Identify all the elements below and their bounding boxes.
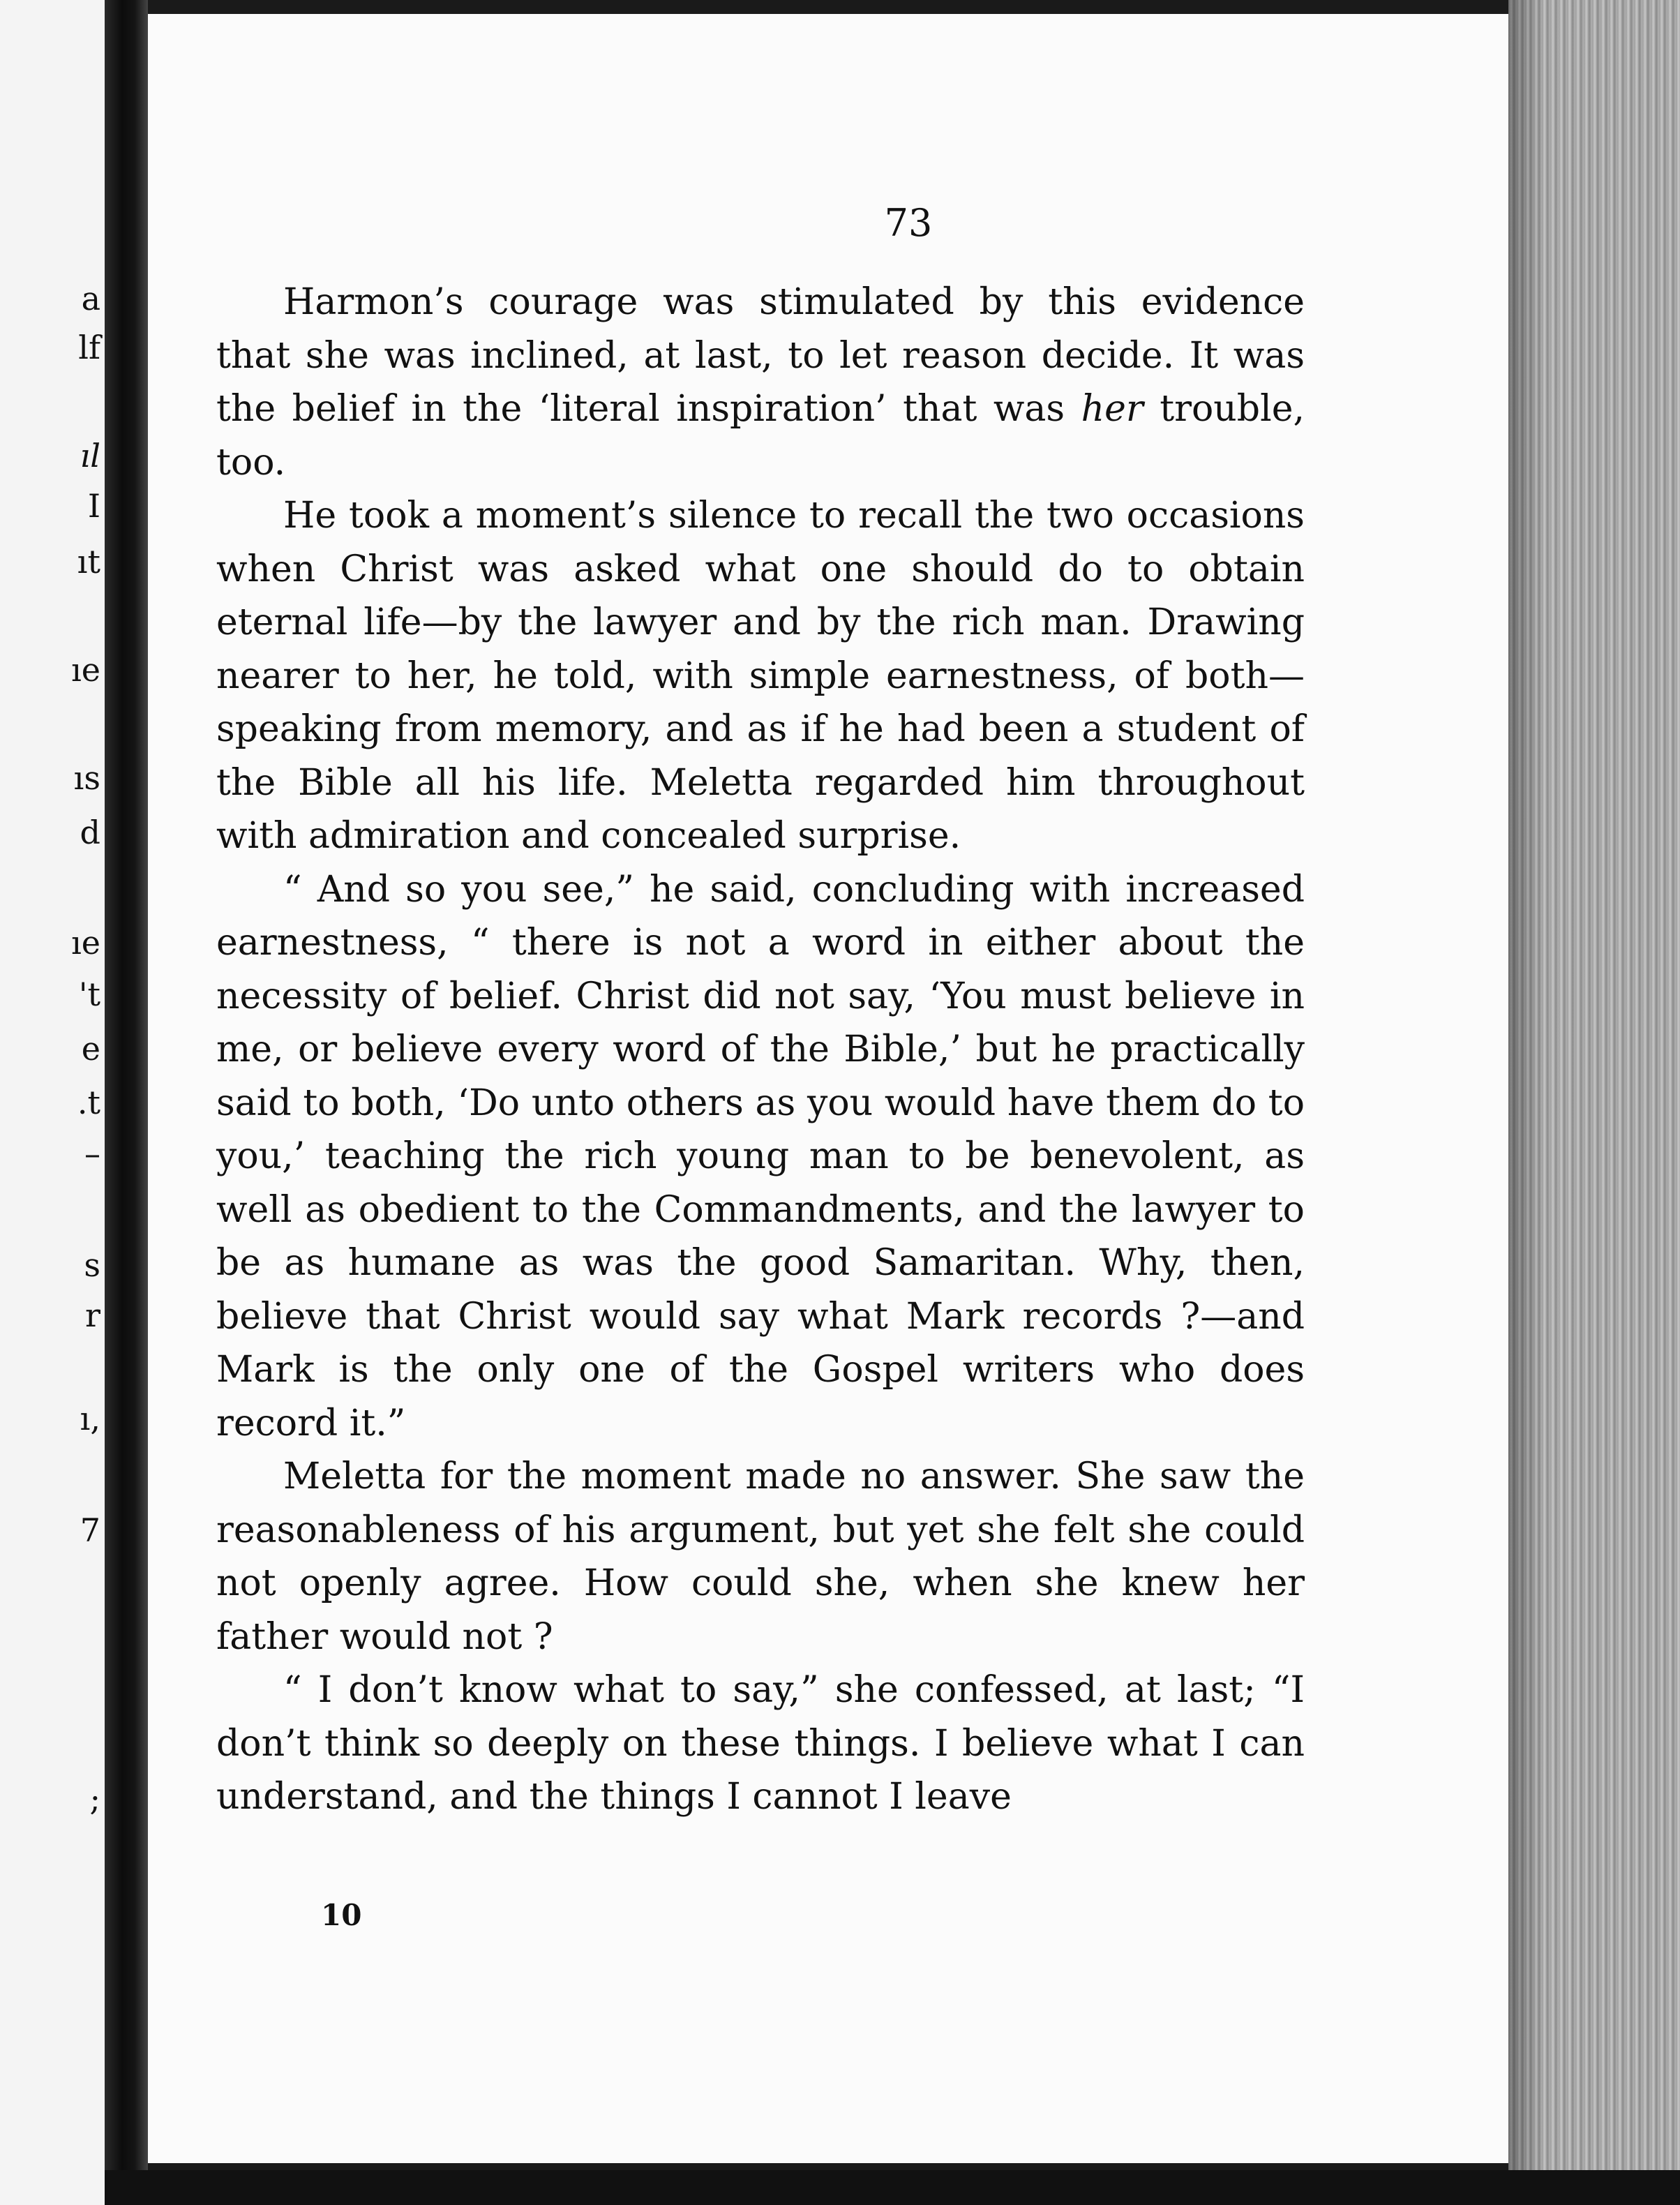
facing-page-fragment: ıe [71,924,100,962]
paragraph-1: Harmon’s courage was stimulated by this evidence that she was inclined, at last, to let reason decide. It was the belief in the ‘literal inspiration’ that was her trouble, too. [216,281,1305,484]
page-stack-edge [1508,0,1680,2205]
facing-page-fragment: ıt [77,543,100,581]
facing-page-fragment: 7 [80,1511,100,1549]
bottom-shadow [105,2170,1680,2205]
facing-page-fragment: .t [77,1084,100,1121]
paragraph-4: Meletta for the moment made no answer. She saw the reasonableness of his argument, but yet she felt she could not openly agree. How could she, when she knew her father would not ? [216,1456,1305,1658]
facing-page-edge [0,0,105,2205]
facing-page-fragment: a [81,280,100,317]
emphasis-her: her [1081,388,1143,430]
facing-page-fragment: ıs [73,759,100,797]
facing-page-fragment: I [87,487,100,525]
facing-page-fragment: lf [78,329,100,366]
facing-page-fragment: e [81,1030,100,1068]
facing-page-fragment: s [84,1246,100,1284]
facing-page-fragment: ı, [80,1400,100,1437]
paragraph-3: “ And so you see,” he said, concluding with increased earnestness, “ there is not a word in either about the necessity of belief. Christ did not say, ‘You must believe in me, or believe every word of the Bible,’ but he practically said to both, ‘Do unto others as you would have them do to you,’ teaching the rich young man to be benevolent, as well as obedient to the Commandments, and the lawyer to be as humane as was the good Samaritan. Why, then, believe that Christ would say what Mark records ?—and Mark is the only one of the Gospel writers who does record it.” [216,868,1305,1444]
page-body [216,276,1305,1824]
signature-mark: 10 [321,1898,362,1932]
facing-page-fragment: – [84,1135,100,1172]
page-number: 73 [884,201,933,245]
facing-page-fragment: d [80,814,100,851]
book-gutter [105,0,148,2205]
facing-page-fragment: 't [78,976,100,1013]
facing-page-fragment: ıe [71,651,100,689]
paragraph-2: He took a moment’s silence to recall the two occasions when Christ was asked what one should do to obtain eternal life—by the lawyer and by the rich man. Drawing nearer to her, he told, with simple earnestness, of both—speaking from memory, and as if he had been a student of the Bible all his life. Meletta regarded him throughout with admiration and concealed surprise. [216,495,1305,857]
facing-page-fragment: r [85,1296,100,1334]
facing-page-fragment: ıl [80,437,100,474]
paragraph-5: “ I don’t know what to say,” she confessed, at last; “I don’t think so deeply on these things. I believe what I can understand, and the things I cannot I leave [216,1669,1305,1818]
facing-page-fragment: ; [89,1780,100,1818]
book-page [148,14,1508,2163]
